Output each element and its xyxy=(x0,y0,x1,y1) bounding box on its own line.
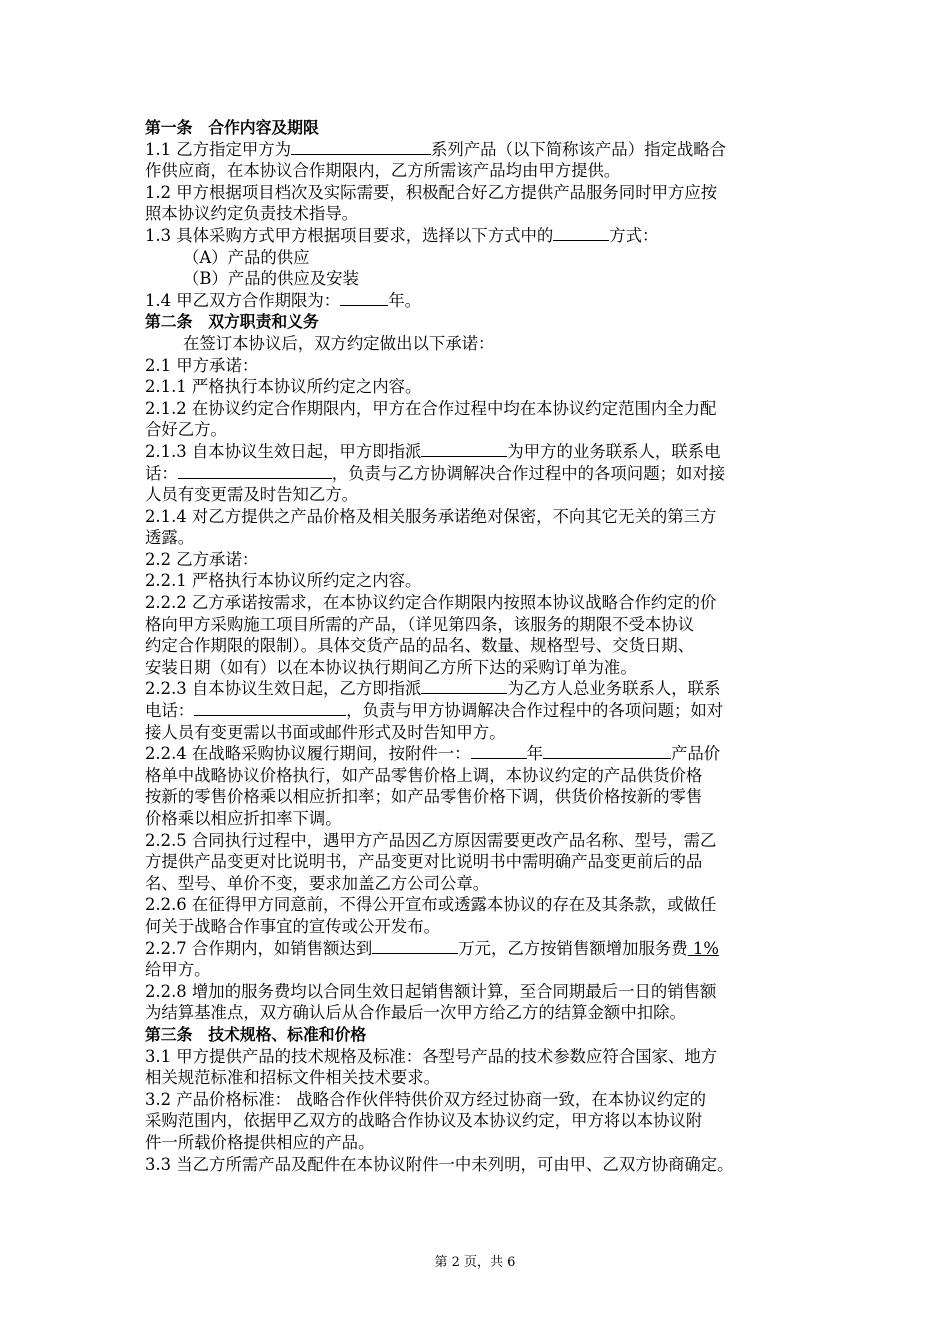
clause-text: 2.2.4 在战略采购协议履行期间，按附件一： xyxy=(145,744,471,764)
article-1-heading: 第一条 合作内容及期限 xyxy=(145,118,319,137)
clause-2-2-3-line-3: 接人员有变更需以书面或邮件形式及时告知甲方。 xyxy=(145,722,506,742)
fill-blank-phone-a[interactable] xyxy=(178,463,332,479)
clause-2-2-5-line-2: 方提供产品变更对比说明书，产品变更对比说明书中需明确产品变更前后的品 xyxy=(145,852,703,872)
clause-text: 2.2.7 合作期内，如销售额达到 xyxy=(145,938,373,958)
clause-3-2-line-2: 采购范围内，依据甲乙双方的战略合作协议及本协议约定，甲方将以本协议附 xyxy=(145,1111,703,1131)
clause-2-2-6-line-2: 何关于战略合作事宜的宣传或公开发布。 xyxy=(145,916,441,936)
article-2-heading: 第二条 双方职责和义务 xyxy=(145,312,319,332)
clause-text: 1.1 乙方指定甲方为 xyxy=(145,139,292,159)
clause-1-1-line-2: 作供应商，在本协议合作期限内，乙方所需该产品均由甲方提供。 xyxy=(145,161,621,181)
clause-2-2-2-line-4: 安装日期（如有）以在本协议执行期间乙方所下达的采购订单为准。 xyxy=(145,657,637,677)
clause-3-1-line-2: 相关规范标准和招标文件相关技术要求。 xyxy=(145,1068,441,1088)
fill-blank-contact-a[interactable] xyxy=(421,441,507,457)
clause-2-2-2-line-1: 2.2.2 乙方承诺按需求，在本协议约定合作期限内按照本协议战略合作约定的价 xyxy=(145,593,717,613)
clause-2-2: 2.2 乙方承诺： xyxy=(145,549,259,569)
clause-1-3 xyxy=(145,225,825,247)
clause-2-2-7-line-2: 给甲方。 xyxy=(145,960,211,980)
clause-text: ，负责与乙方协调解决合作过程中的各项问题；如对接 xyxy=(331,463,726,483)
clause-2-2-4-line-3: 按新的零售价格乘以相应折扣率；如产品零售价格下调，供货价格按新的零售 xyxy=(145,787,703,807)
clause-3-3: 3.3 当乙方所需产品及配件在本协议附件一中未列明，可由甲、乙双方协商确定。 xyxy=(145,1154,734,1174)
option-b: （B）产品的供应及安装 xyxy=(183,269,359,289)
clause-2-1-3-line-2 xyxy=(145,463,825,485)
clause-1-2-line-2: 照本协议约定负责技术指导。 xyxy=(145,204,359,224)
clause-2-1-2-line-1: 2.1.2 在协议约定合作期限内，甲方在合作过程中均在本协议约定范围内全力配 xyxy=(145,398,717,418)
fill-blank-year[interactable] xyxy=(471,743,527,759)
clause-2-2-7-line-1 xyxy=(145,938,825,960)
clause-text: 1.4 甲乙双方合作期限为： xyxy=(145,290,341,310)
clause-text: 产品价 xyxy=(670,744,721,764)
document-page xyxy=(145,117,825,1175)
clause-text: 1.3 具体采购方式甲方根据项目要求，选择以下方式中的 xyxy=(145,225,554,245)
clause-text: 系列产品（以下简称该产品）指定战略合 xyxy=(431,139,727,159)
fill-blank-sales-amount[interactable] xyxy=(372,938,458,954)
clause-2-2-2-line-3: 约定合作期限的限制）。具体交货产品的品名、数量、规格型号、交货日期、 xyxy=(145,636,695,656)
fill-blank-term-years[interactable] xyxy=(340,290,388,306)
fill-blank-contact-b[interactable] xyxy=(421,678,507,694)
clause-text: 年 xyxy=(526,744,543,764)
clause-2-2-4-line-2: 格单中战略协议价格执行，如产品零售价格上调，本协议约定的产品供货价格 xyxy=(145,765,703,785)
page-number-footer: 第 2 页，共 6 xyxy=(434,1255,516,1270)
fill-blank-phone-b[interactable] xyxy=(194,700,346,716)
clause-1-2-line-1: 1.2 甲方根据项目档次及实际需要，积极配合好乙方提供产品服务同时甲方应按 xyxy=(145,182,718,202)
clause-2-2-8-line-2: 为结算基准点，双方确认后从合作最后一次甲方给乙方的结算金额中扣除。 xyxy=(145,1003,686,1023)
clause-1-4 xyxy=(145,290,825,312)
clause-3-2-line-1: 3.2 产品价格标准： 战略合作伙伴特供价双方经过协商一致，在本协议约定的 xyxy=(145,1089,706,1109)
clause-2-2-5-line-1: 2.2.5 合同执行过程中，遇甲方产品因乙方原因需要更改产品名称、型号，需乙 xyxy=(145,830,717,850)
clause-text: ，负责与甲方协调解决合作过程中的各项问题；如对 xyxy=(346,701,724,721)
fill-blank-series[interactable] xyxy=(291,139,431,155)
fill-blank-price-list[interactable] xyxy=(543,743,671,759)
clause-3-1-line-1: 3.1 甲方提供产品的技术规格及标准：各型号产品的技术参数应符合国家、地方 xyxy=(145,1046,718,1066)
clause-2-2-8-line-1: 2.2.8 增加的服务费均以合同生效日起销售额计算，至合同期最后一日的销售额 xyxy=(145,981,717,1001)
clause-2-1-3-line-3: 人员有变更需及时告知乙方。 xyxy=(145,485,359,505)
clause-2-2-6-line-1: 2.2.6 在征得甲方同意前，不得公开宣布或透露本协议的存在及其条款，或做任 xyxy=(145,895,717,915)
clause-2-2-1: 2.2.1 严格执行本协议所约定之内容。 xyxy=(145,571,422,591)
clause-text: 2.1.3 自本协议生效日起，甲方即指派 xyxy=(145,441,422,461)
clause-text: 万元，乙方按销售额增加服务费 xyxy=(458,938,688,958)
clause-text: 2.2.3 自本协议生效日起，乙方即指派 xyxy=(145,679,422,699)
option-a: （A）产品的供应 xyxy=(183,247,310,267)
clause-text: 方式： xyxy=(609,225,659,245)
clause-2-1-1: 2.1.1 严格执行本协议所约定之内容。 xyxy=(145,377,422,397)
clause-2-2-5-line-3: 名、型号、单价不变，要求加盖乙方公司公章。 xyxy=(145,873,490,893)
article-2-intro: 在签订本协议后，双方约定做出以下承诺： xyxy=(183,333,495,353)
clause-3-2-line-3: 件一所载价格提供相应的产品。 xyxy=(145,1132,375,1152)
clause-text: 年。 xyxy=(388,290,421,310)
service-fee-rate: 1% xyxy=(687,938,719,958)
clause-2-2-4-line-1 xyxy=(145,743,825,765)
clause-text: 为甲方的业务联系人，联系电 xyxy=(507,441,721,461)
clause-2-1-2-line-2: 合好乙方。 xyxy=(145,420,227,440)
clause-text: 话： xyxy=(145,463,178,483)
clause-2-1-4-line-2: 透露。 xyxy=(145,528,195,548)
clause-2-1: 2.1 甲方承诺： xyxy=(145,355,259,375)
clause-text: 电话： xyxy=(145,701,195,721)
clause-2-2-3-line-2 xyxy=(145,700,825,722)
article-3-heading: 第三条 技术规格、标准和价格 xyxy=(145,1024,367,1044)
fill-blank-method[interactable] xyxy=(553,225,609,241)
clause-2-2-4-line-4: 价格乘以相应折扣率下调。 xyxy=(145,809,342,828)
clause-1-1-line-1 xyxy=(145,139,825,161)
clause-2-2-3-line-1 xyxy=(145,678,825,700)
clause-2-1-3-line-1 xyxy=(145,441,825,463)
clause-text: 为乙方人总业务联系人，联系 xyxy=(507,679,721,699)
clause-2-2-2-line-2: 格向甲方采购施工项目所需的产品，（详见第四条，该服务的期限不受本协议 xyxy=(145,614,695,634)
clause-2-1-4-line-1: 2.1.4 对乙方提供之产品价格及相关服务承诺绝对保密，不向其它无关的第三方 xyxy=(145,506,717,526)
